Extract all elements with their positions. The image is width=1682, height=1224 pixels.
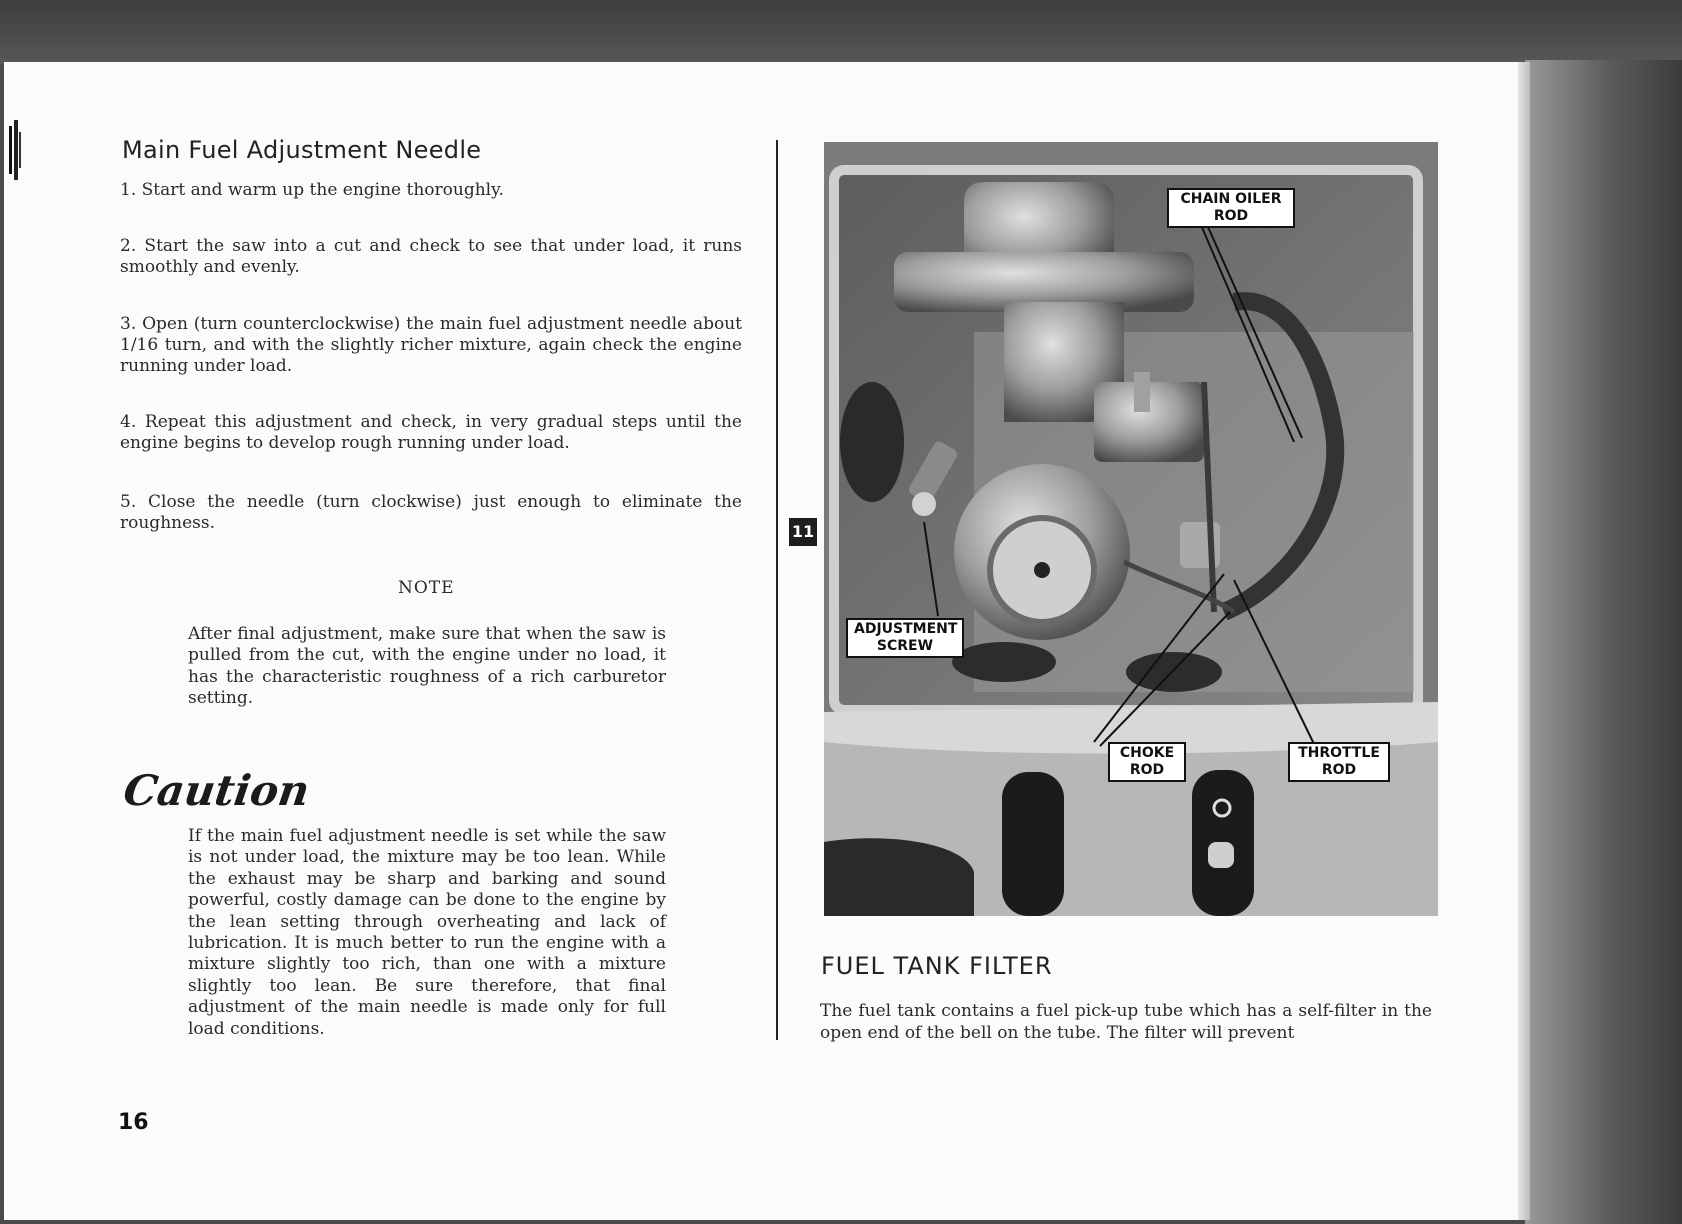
callout-line-1: CHAIN OILER <box>1180 191 1282 207</box>
scan-background-right <box>1525 60 1682 1224</box>
step-1: 1. Start and warm up the engine thoroughly. <box>120 180 504 200</box>
callout-line-2: SCREW <box>876 638 934 654</box>
callout-line-2: ROD <box>1321 762 1357 778</box>
callout-throttle-rod <box>1288 742 1390 782</box>
callout-line-2: ROD <box>1213 208 1249 224</box>
page-number: 16 <box>118 1110 149 1135</box>
callout-line-1: THROTTLE <box>1298 745 1380 761</box>
page-edge <box>1518 62 1530 1220</box>
scan-background-top <box>0 0 1682 64</box>
callout-chain-oiler-rod <box>1167 188 1295 228</box>
caution-text: If the main fuel adjustment needle is set while the saw is not under load, the mixture may be too lean. While the exhaust may be sharp and barking and sound powerful, costly damage can be done to the engine by the lean setting through overheating and lack of lubrication. It is much better to run the engine with a mixture slightly too rich, than one with a mixture slightly too lean. Be sure therefore, that final adjustment of the main needle is made only for full load conditions. <box>188 826 666 1039</box>
carburetor-photo <box>824 142 1438 916</box>
fuel-tank-filter-text: The fuel tank contains a fuel pick-up tube which has a self-filter in the open end of the bell on the tube. The filter will prevent <box>820 1001 1432 1043</box>
callout-line-1: ADJUSTMENT <box>854 621 958 637</box>
section-heading-fuel-tank-filter: FUEL TANK FILTER <box>821 952 1053 980</box>
section-heading-main-fuel: Main Fuel Adjustment Needle <box>122 136 482 164</box>
step-4: 4. Repeat this adjustment and check, in very gradual steps until the engine begins to develop rough running under load. <box>120 412 742 453</box>
column-divider <box>776 140 778 1040</box>
note-title: NOTE <box>398 578 455 598</box>
binding-mark <box>8 120 22 180</box>
callout-line-1: CHOKE <box>1119 745 1175 761</box>
callout-line-2: ROD <box>1129 762 1165 778</box>
note-text: After final adjustment, make sure that when the saw is pulled from the cut, with the engine under no load, it has the characteristic roughness of a rich carburetor setting. <box>188 624 666 709</box>
step-2: 2. Start the saw into a cut and check to see that under load, it runs smoothly and evenly. <box>120 236 742 277</box>
caution-title: Caution <box>120 766 313 815</box>
step-5: 5. Close the needle (turn clockwise) just enough to eliminate the roughness. <box>120 492 742 533</box>
callout-adjustment-screw <box>846 618 964 658</box>
callout-choke-rod <box>1108 742 1186 782</box>
figure-number-badge: 11 <box>789 518 817 546</box>
step-3: 3. Open (turn counterclockwise) the main fuel adjustment needle about 1/16 turn, and with the slightly richer mixture, again check the engine running under load. <box>120 314 742 376</box>
